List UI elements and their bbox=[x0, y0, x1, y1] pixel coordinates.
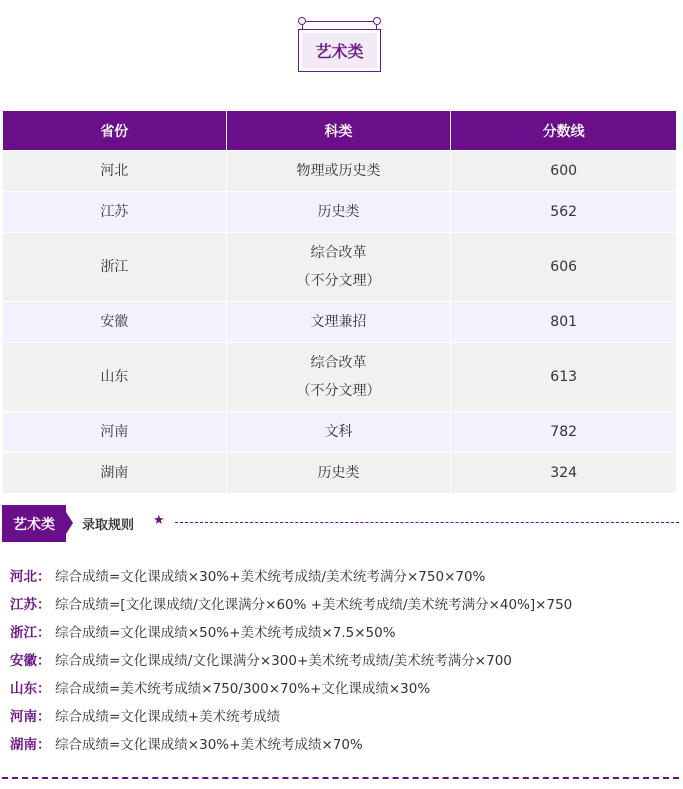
cell-category: 历史类 bbox=[226, 192, 451, 233]
header-province: 省份 bbox=[3, 111, 227, 151]
list-item bbox=[10, 619, 675, 647]
cell-category: 历史类 bbox=[226, 453, 451, 494]
table-row bbox=[3, 192, 677, 233]
pin-icon bbox=[373, 17, 381, 25]
table-row bbox=[3, 151, 677, 192]
rule-province: 江苏： bbox=[10, 597, 51, 613]
cell-province: 江苏 bbox=[3, 192, 227, 233]
table-row bbox=[3, 302, 677, 343]
rule-formula: 综合成绩=文化课成绩×30%+美术统考成绩×70% bbox=[55, 737, 363, 753]
cell-category: 综合改革 （不分文理） bbox=[226, 343, 451, 412]
cell-score: 606 bbox=[451, 233, 677, 302]
rules-list bbox=[10, 563, 675, 759]
rule-province: 河南： bbox=[10, 709, 51, 725]
list-item bbox=[10, 675, 675, 703]
rule-formula: 综合成绩=文化课成绩/文化课满分×300+美术统考成绩/美术统考满分×700 bbox=[55, 653, 512, 669]
dashed-divider bbox=[175, 522, 679, 523]
cell-province: 河北 bbox=[3, 151, 227, 192]
cell-province: 安徽 bbox=[3, 302, 227, 343]
list-item bbox=[10, 563, 675, 591]
rule-formula: 综合成绩=文化课成绩+美术统考成绩 bbox=[55, 709, 281, 725]
rule-formula: 综合成绩=文化课成绩×30%+美术统考成绩/美术统考满分×750×70% bbox=[55, 569, 486, 585]
cell-score: 613 bbox=[451, 343, 677, 412]
header-category: 科类 bbox=[226, 111, 451, 151]
list-item bbox=[10, 703, 675, 731]
cell-province: 山东 bbox=[3, 343, 227, 412]
cell-province: 湖南 bbox=[3, 453, 227, 494]
cell-category: 物理或历史类 bbox=[226, 151, 451, 192]
bottom-divider bbox=[2, 777, 679, 779]
table-header-row bbox=[3, 111, 677, 151]
table-row bbox=[3, 412, 677, 453]
score-table bbox=[2, 110, 677, 494]
tag-arrow-icon bbox=[66, 512, 73, 534]
rule-province: 河北： bbox=[10, 569, 51, 585]
rule-formula: 综合成绩=文化课成绩×50%+美术统考成绩×7.5×50% bbox=[55, 625, 396, 641]
pin-icon bbox=[298, 17, 306, 25]
cell-score: 801 bbox=[451, 302, 677, 343]
list-item bbox=[10, 731, 675, 759]
list-item bbox=[10, 591, 675, 619]
cell-score: 600 bbox=[451, 151, 677, 192]
section-tag: 艺术类 bbox=[2, 505, 66, 542]
table-row bbox=[3, 453, 677, 494]
cell-province: 河南 bbox=[3, 412, 227, 453]
page-title: 艺术类 bbox=[302, 33, 377, 68]
cell-score: 782 bbox=[451, 412, 677, 453]
cell-category: 综合改革 （不分文理） bbox=[226, 233, 451, 302]
list-item bbox=[10, 647, 675, 675]
rule-formula: 综合成绩=美术统考成绩×750/300×70%+文化课成绩×30% bbox=[55, 681, 431, 697]
rule-province: 安徽： bbox=[10, 653, 51, 669]
section-title: 录取规则 bbox=[82, 518, 135, 533]
cell-category: 文科 bbox=[226, 412, 451, 453]
rule-province: 浙江： bbox=[10, 625, 51, 641]
title-badge bbox=[297, 17, 382, 73]
rule-formula: 综合成绩=[文化课成绩/文化课满分×60% +美术统考成绩/美术统考满分×40%]×750 bbox=[55, 597, 573, 613]
cell-score: 324 bbox=[451, 453, 677, 494]
section-header bbox=[2, 505, 679, 542]
cell-score: 562 bbox=[451, 192, 677, 233]
cell-category: 文理兼招 bbox=[226, 302, 451, 343]
table-row bbox=[3, 233, 677, 302]
star-icon: ★ bbox=[153, 513, 165, 528]
header-score: 分数线 bbox=[451, 111, 677, 151]
table-row bbox=[3, 343, 677, 412]
hanger-line bbox=[306, 21, 373, 22]
cell-province: 浙江 bbox=[3, 233, 227, 302]
rule-province: 湖南： bbox=[10, 737, 51, 753]
rule-province: 山东： bbox=[10, 681, 51, 697]
